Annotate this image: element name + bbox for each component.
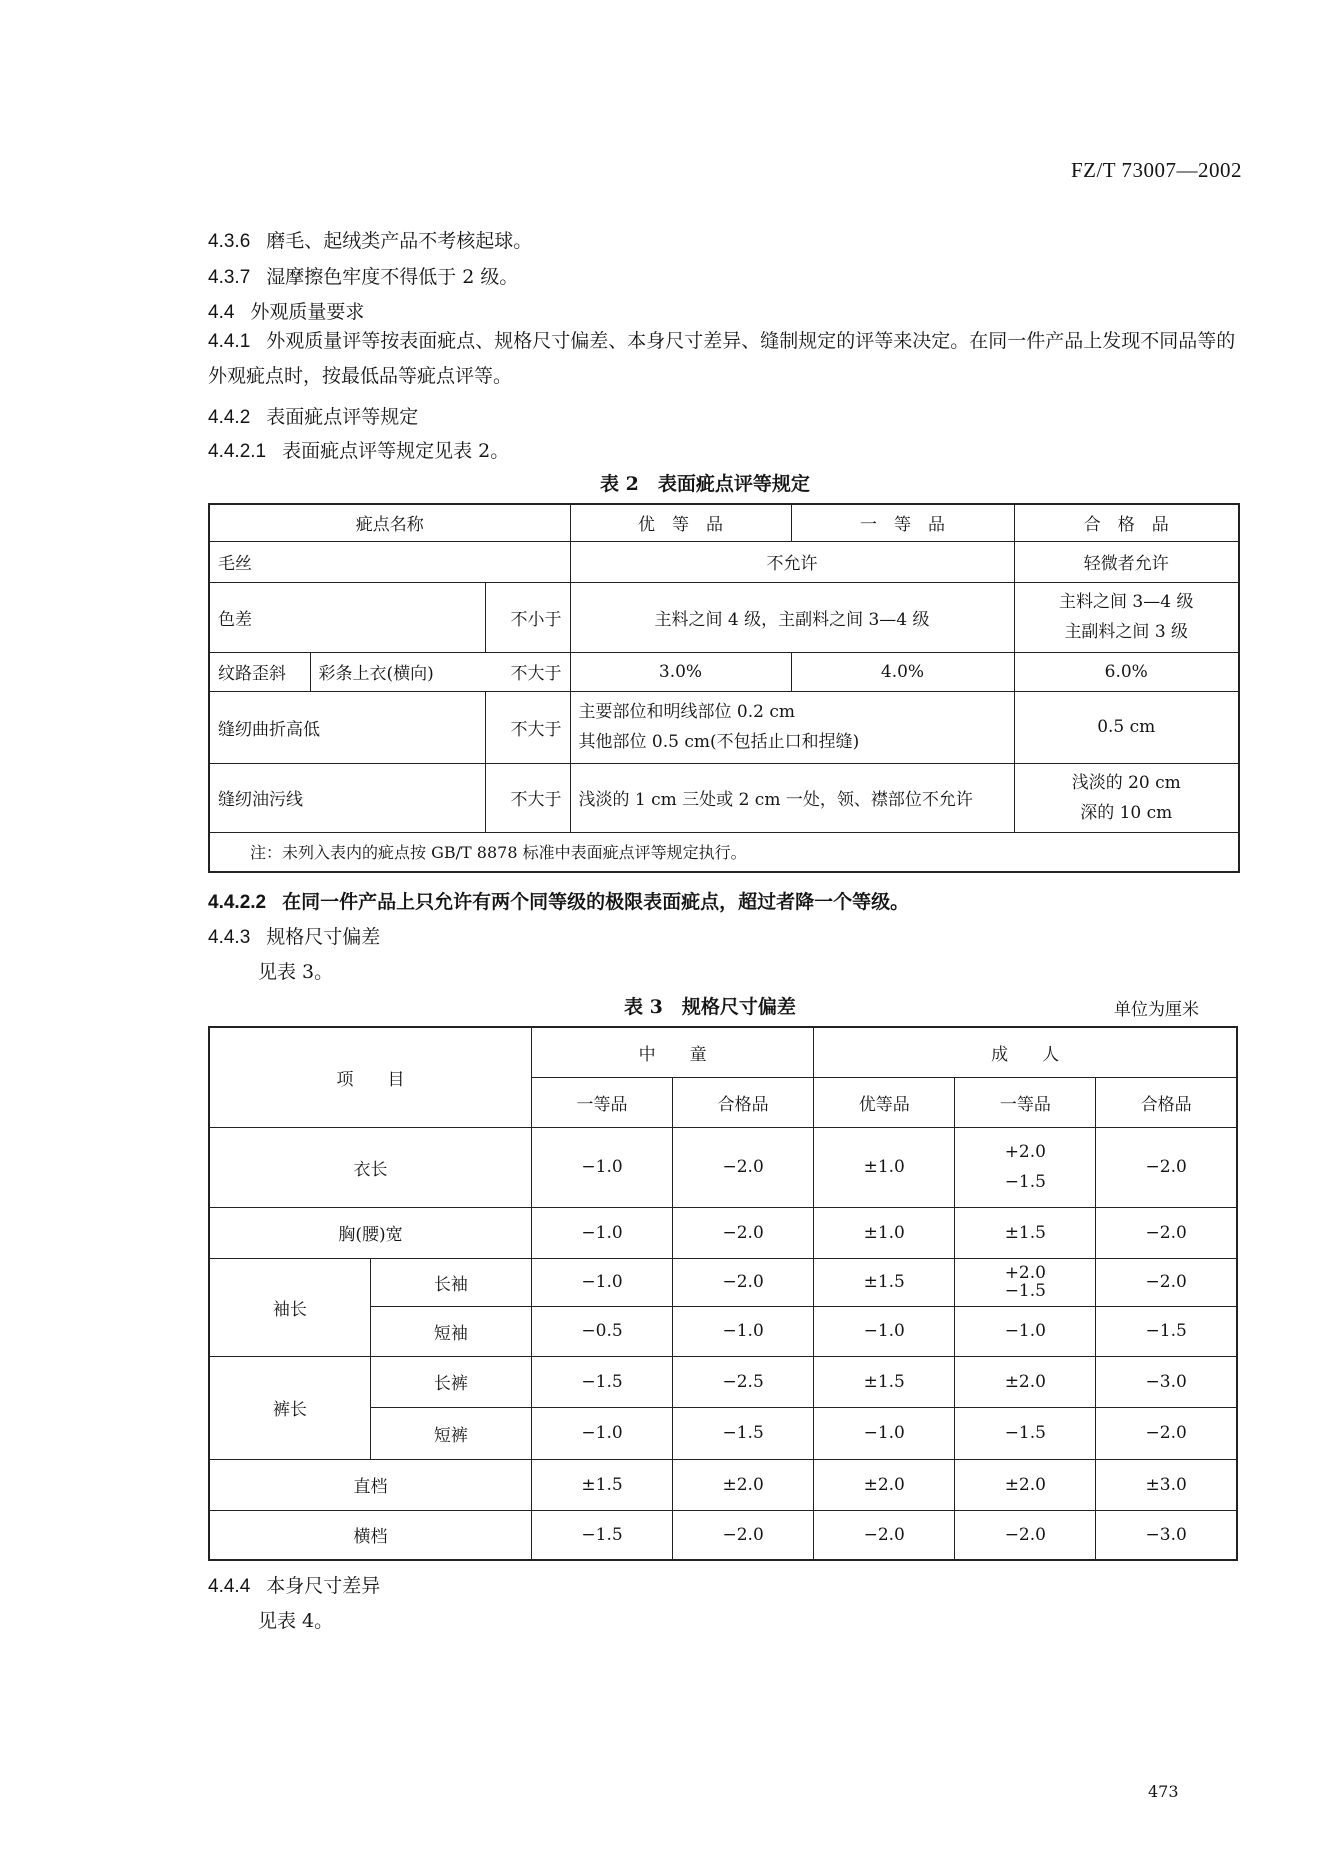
clause-4-4-4 (208, 1571, 380, 1598)
defect-value (1014, 582, 1239, 652)
table2-note-row (209, 832, 1239, 872)
header-item: 项 目 (209, 1027, 532, 1127)
cell-value: ±3.0 (1096, 1459, 1237, 1510)
defect-value: 轻微者允许 (1014, 541, 1239, 582)
clause-text: 外观质量评等按表面疵点、规格尺寸偏差、本身尺寸差异、缝制规定的评等来决定。在同一件产品上发现不同品等的外观疵点时，按最低品等疵点评等。 (208, 330, 1236, 387)
table-row (209, 763, 1239, 832)
size-deviation-table (208, 1026, 1238, 1561)
cell-value: ±2.0 (673, 1459, 814, 1510)
header-adult-superior: 优等品 (814, 1077, 955, 1127)
value-line: 主料之间 3—4 级 (1059, 592, 1194, 612)
cell-value: −1.0 (532, 1407, 673, 1459)
value-line: +2.0 (1004, 1263, 1046, 1283)
clause-4-4-3-body (258, 957, 333, 984)
defect-name: 毛丝 (209, 541, 570, 582)
header-adult-qualified: 合格品 (1096, 1077, 1237, 1127)
clause-text: 湿摩擦色牢度不得低于 2 级。 (266, 266, 519, 288)
cell-value: −1.0 (673, 1306, 814, 1356)
standard-code: FZ/T 73007—2002 (1070, 158, 1242, 182)
clause-number: 4.4.2.1 (208, 441, 267, 462)
cell-value: ±1.5 (814, 1356, 955, 1407)
header-grade-qualified: 合 格 品 (1014, 504, 1239, 541)
defect-name: 色差 (209, 582, 485, 652)
table-row (209, 582, 1239, 652)
cell-value: −2.0 (1096, 1127, 1237, 1207)
cell-value: −2.0 (814, 1510, 955, 1560)
group-label: 袖长 (209, 1258, 370, 1356)
cell-value: −2.0 (673, 1127, 814, 1207)
table-row (209, 1127, 1237, 1207)
clause-number: 4.4.1 (208, 331, 251, 352)
cell-value: −2.0 (673, 1510, 814, 1560)
clause-4-3-7 (208, 262, 518, 289)
clause-number: 4.3.6 (208, 231, 251, 252)
value-line: 主要部位和明线部位 0.2 cm (578, 702, 795, 722)
clause-4-3-6 (208, 226, 532, 253)
cell-value: ±1.5 (955, 1207, 1096, 1258)
cell-value: ±2.0 (814, 1459, 955, 1510)
header-child-first: 一等品 (532, 1077, 673, 1127)
table-row (209, 1258, 1237, 1306)
cell-value: −1.0 (814, 1407, 955, 1459)
defect-limit: 不小于 (485, 582, 570, 652)
value-line: 其他部位 0.5 cm(不包括止口和捏缝) (578, 732, 860, 752)
defect-limit: 不大于 (485, 691, 570, 763)
cell-value: −2.5 (673, 1356, 814, 1407)
table2-note: 注：未列入表内的疵点按 GB/T 8878 标准中表面疵点评等规定执行。 (209, 832, 1239, 872)
cell-value: −2.0 (1096, 1207, 1237, 1258)
value-line: 主副料之间 3 级 (1064, 622, 1189, 642)
value-line: −1.5 (1004, 1172, 1046, 1192)
defect-value: 0.5 cm (1014, 691, 1239, 763)
clause-text: 规格尺寸偏差 (266, 926, 381, 948)
table2-header-row (209, 504, 1239, 541)
cell-value: −2.0 (673, 1258, 814, 1306)
clause-number: 4.4.2 (208, 407, 251, 428)
clause-4-4-2-1 (208, 436, 509, 463)
clause-text: 磨毛、起绒类产品不考核起球。 (266, 230, 533, 252)
defect-value: 6.0% (1014, 652, 1239, 691)
cell-value: −2.0 (1096, 1258, 1237, 1306)
row-label: 短袖 (370, 1306, 531, 1356)
clause-text: 外观质量要求 (250, 301, 365, 323)
header-grade-superior: 优 等 品 (570, 504, 791, 541)
header-defect-name: 疵点名称 (209, 504, 570, 541)
clause-4-4 (208, 297, 364, 324)
table2-caption: 表 2 表面疵点评等规定 (600, 473, 810, 495)
cell-value: −1.0 (814, 1306, 955, 1356)
cell-value: −2.0 (955, 1510, 1096, 1560)
header-adult: 成 人 (814, 1027, 1237, 1077)
clause-text: 本身尺寸差异 (266, 1575, 381, 1597)
cell-value: −1.5 (532, 1510, 673, 1560)
cell-value: −3.0 (1096, 1356, 1237, 1407)
table3-caption: 表 3 规格尺寸偏差 (624, 996, 796, 1018)
clause-number: 4.4 (208, 302, 235, 323)
surface-defect-table (208, 503, 1240, 873)
group-label: 裤长 (209, 1356, 370, 1459)
clause-text: 表面疵点评等规定 (266, 406, 419, 428)
row-label: 胸(腰)宽 (209, 1207, 532, 1258)
clause-4-4-1 (208, 324, 1238, 393)
defect-value (570, 691, 1014, 763)
defect-name: 缝纫曲折高低 (209, 691, 485, 763)
header-adult-first: 一等品 (955, 1077, 1096, 1127)
table-row (209, 1356, 1237, 1407)
clause-4-4-4-body (258, 1606, 333, 1633)
defect-limit: 不大于 (485, 763, 570, 832)
defect-value: 浅淡的 1 cm 三处或 2 cm 一处，领、襟部位不允许 (570, 763, 1014, 832)
cell-value: −2.0 (673, 1207, 814, 1258)
clause-text: 在同一件产品上只允许有两个同等级的极限表面疵点，超过者降一个等级。 (282, 891, 910, 913)
table-row (209, 541, 1239, 582)
header-grade-first: 一 等 品 (791, 504, 1014, 541)
defect-value: 3.0% (570, 652, 791, 691)
row-label: 衣长 (209, 1127, 532, 1207)
defect-name: 纹路歪斜 (209, 652, 310, 691)
cell-value: −1.0 (532, 1127, 673, 1207)
defect-value: 主料之间 4 级，主副料之间 3—4 级 (570, 582, 1014, 652)
clause-number: 4.3.7 (208, 267, 251, 288)
cell-value: −1.5 (955, 1407, 1096, 1459)
cell-value: ±2.0 (955, 1356, 1096, 1407)
clause-number: 4.4.4 (208, 1576, 251, 1597)
row-label: 短裤 (370, 1407, 531, 1459)
row-label: 长裤 (370, 1356, 531, 1407)
value-line: −1.5 (1004, 1281, 1046, 1301)
cell-value: −1.0 (955, 1306, 1096, 1356)
cell-value: −1.0 (532, 1258, 673, 1306)
cell-value: −1.0 (532, 1207, 673, 1258)
value-line: +2.0 (1004, 1142, 1046, 1162)
page-number: 473 (1148, 1782, 1179, 1801)
cell-value: ±1.0 (814, 1127, 955, 1207)
cell-value: −1.5 (532, 1356, 673, 1407)
defect-value (1014, 763, 1239, 832)
cell-value: ±1.0 (814, 1207, 955, 1258)
clause-number: 4.4.3 (208, 927, 251, 948)
cell-value (955, 1258, 1096, 1306)
row-label: 长袖 (370, 1258, 531, 1306)
clause-text: 见表 4。 (258, 1610, 334, 1632)
clause-4-4-2 (208, 402, 418, 429)
row-label: 横档 (209, 1510, 532, 1560)
defect-value: 不允许 (570, 541, 1014, 582)
defect-subname: 彩条上衣(横向) (310, 652, 485, 691)
cell-value: ±1.5 (814, 1258, 955, 1306)
row-label: 直档 (209, 1459, 532, 1510)
table3-header-row (209, 1027, 1237, 1077)
defect-limit: 不大于 (485, 652, 570, 691)
table3-unit: 单位为厘米 (1114, 1000, 1199, 1020)
header-child: 中 童 (532, 1027, 814, 1077)
header-child-qualified: 合格品 (673, 1077, 814, 1127)
cell-value: −0.5 (532, 1306, 673, 1356)
table-row (209, 691, 1239, 763)
cell-value: ±1.5 (532, 1459, 673, 1510)
table-row (209, 1510, 1237, 1560)
clause-text: 表面疵点评等规定见表 2。 (282, 440, 510, 462)
defect-value: 4.0% (791, 652, 1014, 691)
cell-value: ±2.0 (955, 1459, 1096, 1510)
clause-text: 见表 3。 (258, 961, 334, 983)
defect-name: 缝纫油污线 (209, 763, 485, 832)
cell-value (955, 1127, 1096, 1207)
value-line: 浅淡的 20 cm (1071, 772, 1181, 793)
clause-4-4-2-2 (208, 887, 909, 914)
cell-value: −1.5 (673, 1407, 814, 1459)
cell-value: −2.0 (1096, 1407, 1237, 1459)
cell-value: −1.5 (1096, 1306, 1237, 1356)
clause-number: 4.4.2.2 (208, 892, 267, 913)
clause-4-4-3 (208, 922, 380, 949)
table-row (209, 1459, 1237, 1510)
table-row (209, 652, 1239, 691)
cell-value: −3.0 (1096, 1510, 1237, 1560)
value-line: 深的 10 cm (1080, 802, 1173, 823)
table-row (209, 1207, 1237, 1258)
